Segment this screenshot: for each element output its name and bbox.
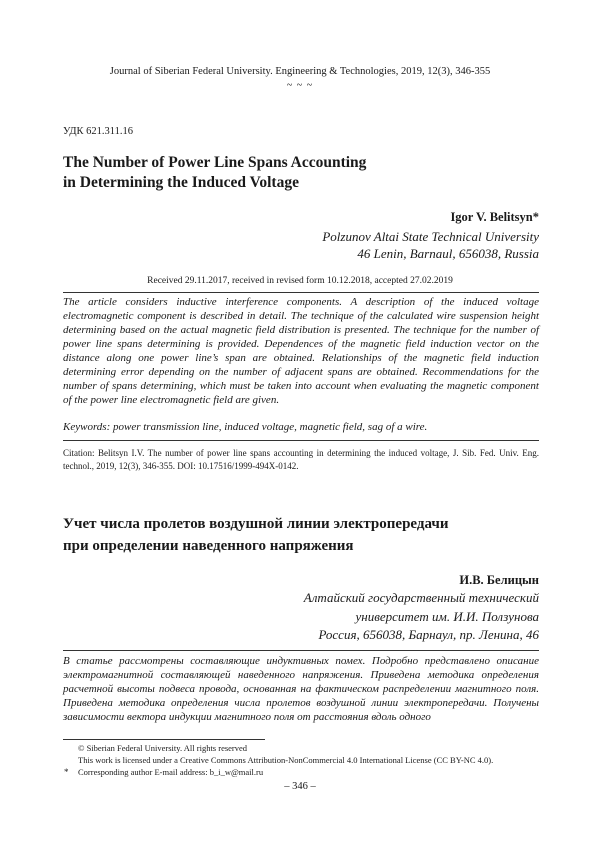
ru-affiliation-line-1: Алтайский государственный технический (303, 590, 539, 605)
ru-affiliation-line-3: Россия, 656038, Барнаул, пр. Ленина, 46 (318, 627, 539, 642)
abstract-ru: В статье рассмотрены составляющие индуктивных помех. Подробно представлено описание электромагнитной составляющей наведенного напряжения. Приведена методика определения расчетной высоты подвеса провода, основанная на фактическом распределении магнитного поля. Приведена методика определения числа пролетов воздушной линии электропередачи. Получены зависимости вектора индукции магнитного поля от расстояния вдоль одного (63, 655, 539, 723)
udc-code: УДК 621.311.16 (63, 126, 134, 137)
ru-abstract-top-rule (63, 650, 539, 651)
title-line-2: in Determining the Induced Voltage (63, 174, 299, 191)
footnote-rule (63, 739, 265, 740)
title-line-1: The Number of Power Line Spans Accounting (63, 154, 367, 171)
abstract-bottom-rule (63, 440, 539, 441)
article-title-ru (63, 513, 448, 557)
affiliation-en (322, 228, 539, 262)
citation: Citation: Belitsyn I.V. The number of power line spans accounting in determining the induced voltage, J. Sib. Fed. Univ. Eng. technol., 2019, 12(3), 346-355. DOI: 10.17516/1999-494X-0142. (63, 448, 539, 471)
author-en: Igor V. Belitsyn* (450, 210, 539, 224)
affiliation-line-1: Polzunov Altai State Technical University (322, 229, 539, 244)
affiliation-line-2: 46 Lenin, Barnaul, 656038, Russia (357, 246, 539, 261)
author-ru: И.В. Белицын (459, 573, 539, 587)
ru-title-line-1: Учет числа пролетов воздушной линии электропередачи (63, 516, 449, 532)
footnote-license: This work is licensed under a Creative Commons Attribution-NonCommercial 4.0 International License (CC BY-NC 4.0). (78, 755, 494, 765)
abstract-en: The article considers inductive interference components. A description of the induced voltage electromagnetic component is described in detail. The technique of the calculated wire suspension height determining based on the actual magnetic field distribution is presented. The technique for the number of power line spans determining is provided. Dependences of the magnetic field induction vector on the distance along one power line’s span are obtained. Relationships of the magnetic field induction determining error depending on the number of adjacent spans are obtained. Recommendations for the number of spans determining, which must be taken into account when evaluating the magnetic component of the power line electromagnetic field are given. (63, 296, 539, 406)
footnote-copyright: © Siberian Federal University. All rights reserved (78, 743, 248, 753)
abstract-top-rule (63, 292, 539, 293)
footnote-star-marker: * (64, 767, 69, 777)
page-number: – 346 – (284, 781, 316, 792)
ru-title-line-2: при определении наведенного напряжения (63, 538, 354, 554)
keywords-en: Keywords: power transmission line, induced voltage, magnetic field, sag of a wire. (63, 421, 428, 433)
article-title-en (63, 153, 366, 193)
footnote-corresponding-author: Corresponding author E-mail address: b_i_w@mail.ru (78, 767, 264, 777)
journal-header: Journal of Siberian Federal University. Engineering & Technologies, 2019, 12(3), 346-355 (109, 66, 491, 77)
ru-affiliation-line-2: университет им. И.И. Ползунова (355, 608, 539, 624)
header-ornament: ~ ~ ~ (286, 80, 314, 91)
affiliation-ru (304, 589, 539, 645)
received-dates: Received 29.11.2017, received in revised form 10.12.2018, accepted 27.02.2019 (147, 276, 453, 286)
